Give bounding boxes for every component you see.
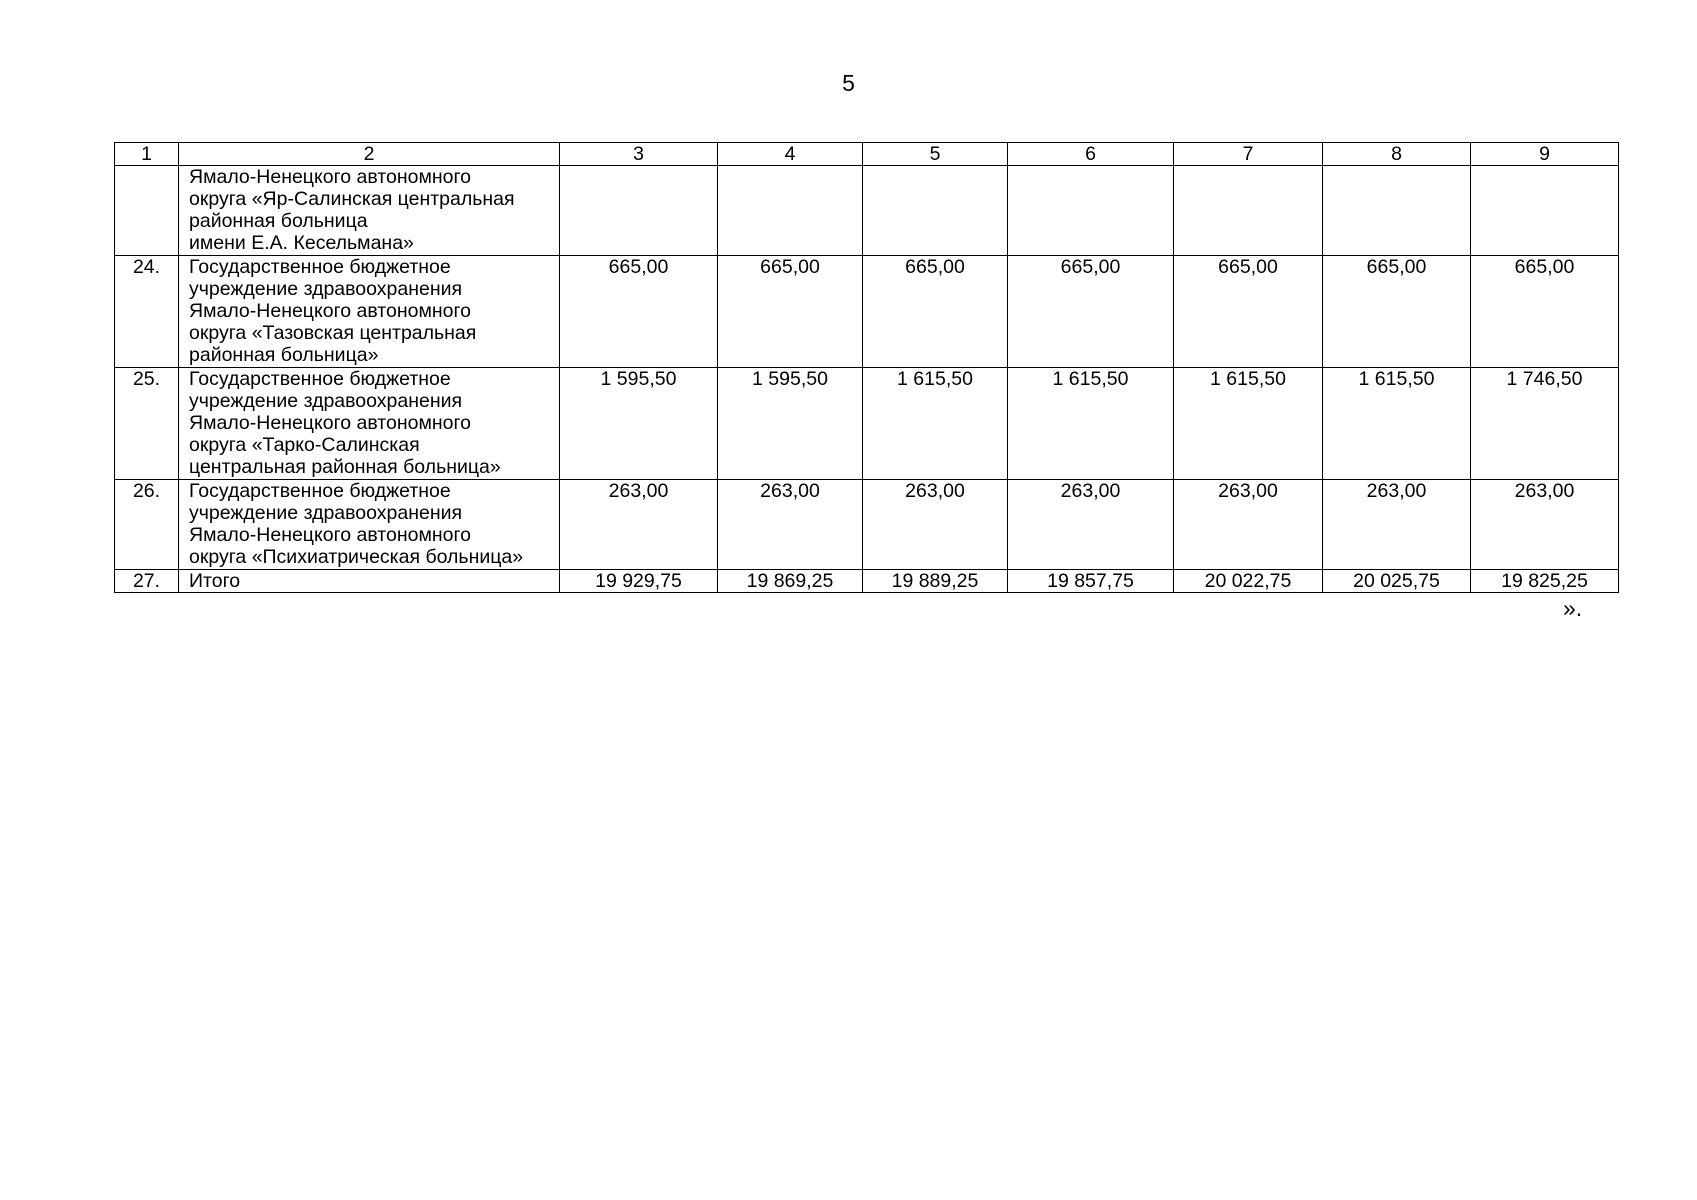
value-cell: 263,00 [1174,480,1323,570]
name-line: районная больница [189,210,368,232]
value-cell: 665,00 [1174,256,1323,368]
institution-name-cell [179,256,560,368]
value-cell: 665,00 [1471,256,1619,368]
value-cell: 665,00 [1008,256,1174,368]
header-cell: 4 [718,143,863,166]
value-cell [1471,166,1619,256]
header-cell: 6 [1008,143,1174,166]
value-cell: 665,00 [560,256,718,368]
name-line: округа «Психиатрическая больница» [189,546,524,568]
value-cell: 665,00 [1323,256,1471,368]
value-cell: 20 022,75 [1174,570,1323,593]
header-row [115,143,1619,166]
name-line: Ямало-Ненецкого автономного [189,300,472,322]
table-row [115,256,1619,368]
data-table [114,142,1619,593]
name-line: Ямало-Ненецкого автономного [189,166,472,188]
name-line: Ямало-Ненецкого автономного [189,524,472,546]
value-cell [1323,166,1471,256]
value-cell: 19 869,25 [718,570,863,593]
header-cell: 9 [1471,143,1619,166]
value-cell: 1 615,50 [1008,368,1174,480]
value-cell: 263,00 [1323,480,1471,570]
closing-quote-mark: ». [1563,595,1583,621]
value-cell: 1 595,50 [560,368,718,480]
table-row [115,368,1619,480]
row-number-cell [115,166,179,256]
value-cell: 263,00 [863,480,1008,570]
institution-name-cell [179,480,560,570]
name-line: учреждение здравоохранения [189,278,463,300]
institution-name-cell [179,166,560,256]
name-line: учреждение здравоохранения [189,502,463,524]
table-row [115,166,1619,256]
name-line: Государственное бюджетное [189,480,451,502]
value-cell [560,166,718,256]
value-cell: 19 929,75 [560,570,718,593]
value-cell: 19 825,25 [1471,570,1619,593]
name-line: округа «Тазовская центральная [189,322,477,344]
value-cell: 19 889,25 [863,570,1008,593]
header-cell: 1 [115,143,179,166]
name-line: Итого [189,570,241,592]
row-number-cell: 25. [115,368,179,480]
name-line: центральная районная больница» [189,456,501,478]
value-cell: 1 615,50 [863,368,1008,480]
value-cell [863,166,1008,256]
name-line: округа «Тарко-Салинская [189,434,420,456]
name-line: Государственное бюджетное [189,368,451,390]
value-cell: 263,00 [718,480,863,570]
name-line: имени Е.А. Кесельмана» [189,232,414,254]
name-line: районная больница» [189,344,379,366]
value-cell: 263,00 [1008,480,1174,570]
institution-name-cell [179,570,560,593]
value-cell: 20 025,75 [1323,570,1471,593]
table-row [115,480,1619,570]
total-row [115,570,1619,593]
header-cell: 8 [1323,143,1471,166]
page-number: 5 [842,70,855,96]
value-cell [1174,166,1323,256]
row-number-cell: 24. [115,256,179,368]
value-cell [1008,166,1174,256]
name-line: Ямало-Ненецкого автономного [189,412,472,434]
row-number-cell: 27. [115,570,179,593]
name-line: Государственное бюджетное [189,256,451,278]
name-line: округа «Яр-Салинская центральная [189,188,515,210]
institution-name-cell [179,368,560,480]
value-cell: 1 746,50 [1471,368,1619,480]
value-cell: 665,00 [863,256,1008,368]
header-cell: 7 [1174,143,1323,166]
value-cell: 1 615,50 [1174,368,1323,480]
header-cell: 5 [863,143,1008,166]
row-number-cell: 26. [115,480,179,570]
value-cell: 665,00 [718,256,863,368]
value-cell: 263,00 [1471,480,1619,570]
header-cell: 2 [179,143,560,166]
value-cell: 1 615,50 [1323,368,1471,480]
value-cell: 1 595,50 [718,368,863,480]
value-cell: 19 857,75 [1008,570,1174,593]
header-cell: 3 [560,143,718,166]
value-cell: 263,00 [560,480,718,570]
name-line: учреждение здравоохранения [189,390,463,412]
value-cell [718,166,863,256]
